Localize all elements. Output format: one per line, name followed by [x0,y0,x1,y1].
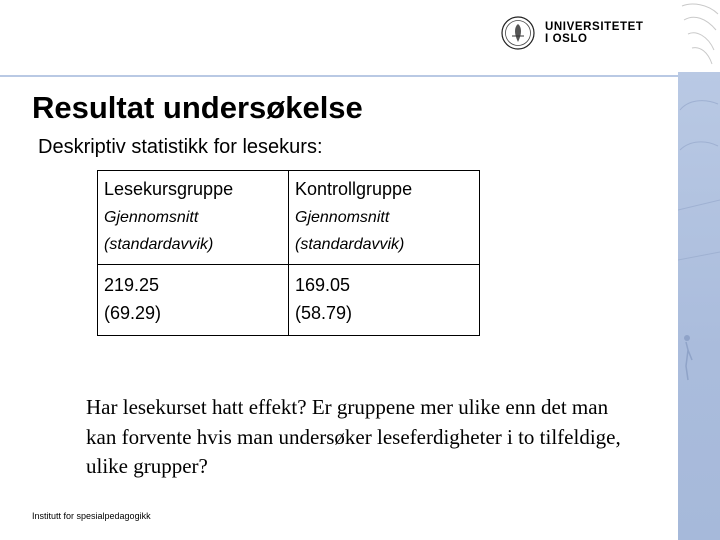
mean-value: 169.05 [295,275,351,295]
table-cell-control-values [289,265,480,336]
table-header-cell-group [98,171,289,265]
university-logo [500,14,644,54]
statistics-table [97,170,480,336]
column-subheader-line-1: Gjennomsnitt [104,209,199,226]
column-subheader-line-2: (standardavvik) [104,236,214,253]
mean-value: 219.25 [104,275,160,295]
university-seal-icon [500,14,536,52]
slide-title: Resultat undersøkelse [32,90,363,125]
sketch-illustration [678,0,720,540]
logo-line-2: I OSLO [545,33,588,45]
footer-institute: Institutt for spesialpedagogikk [32,511,151,521]
header-divider [0,75,720,77]
column-header: Kontrollgruppe [295,179,413,199]
column-header: Lesekursgruppe [104,179,234,199]
logo-text [545,21,644,45]
table-cell-group-values [98,265,289,336]
sd-value: (58.79) [295,303,353,323]
logo-line-1: UNIVERSITETET [545,21,644,33]
table-header-row [98,171,480,265]
table-header-cell-control [289,171,480,265]
research-question: Har lesekurset hatt effekt? Er gruppene mer ulike enn det man kan forvente hvis man undersøker leseferdigheter i to tilfeldige, ulike grupper? [86,395,621,478]
slide-subtitle: Deskriptiv statistikk for lesekurs: [38,136,323,158]
decorative-side-band [678,0,720,540]
column-subheader-line-2: (standardavvik) [295,236,405,253]
sd-value: (69.29) [104,303,162,323]
column-subheader-line-1: Gjennomsnitt [295,209,390,226]
table-row [98,265,480,336]
